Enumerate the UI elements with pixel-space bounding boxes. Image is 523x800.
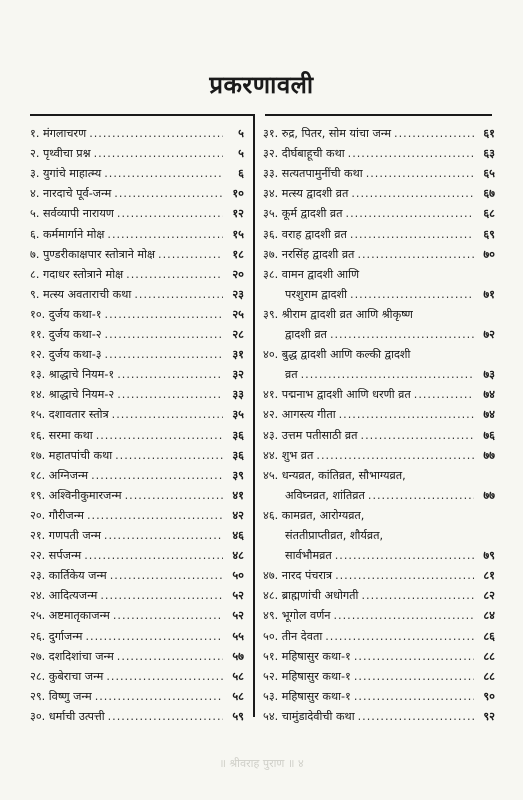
entry-number: ३७. — [263, 247, 279, 261]
dot-leader — [105, 345, 223, 365]
page-title: प्रकरणावली — [209, 71, 314, 99]
entry-number: २५. — [30, 609, 46, 623]
entry-number: ९. — [30, 287, 40, 301]
entry-page-number: ३३ — [232, 388, 244, 402]
divider-rule-right — [265, 114, 492, 116]
toc-entry — [263, 345, 495, 365]
entry-number: ५१. — [263, 649, 279, 663]
entry-title: अष्टमातृकाजन्म — [48, 609, 110, 623]
entry-title: आगस्त्य गीता — [281, 408, 336, 422]
entry-title: नरसिंह द्वादशी व्रत — [281, 247, 355, 261]
entry-page-number: ८६ — [483, 629, 495, 643]
dot-leader — [85, 627, 223, 647]
entry-title: दीर्घबाहूची कथा — [281, 147, 345, 161]
entry-number: ५३. — [263, 689, 279, 703]
entry-page-number: ५ — [238, 147, 244, 161]
dot-leader — [113, 606, 223, 626]
toc-entry — [263, 365, 495, 385]
toc-entry — [30, 586, 244, 606]
entry-title: धर्माची उत्पत्ती — [48, 709, 105, 723]
entry-page-number: ९० — [483, 689, 495, 703]
entry-page-number: ७६ — [483, 428, 495, 442]
entry-title: दुर्जय कथा-१ — [48, 307, 102, 321]
entry-number: ३. — [30, 167, 40, 181]
entry-number: १८. — [30, 468, 46, 482]
entry-title: श्राद्धाचे नियम-२ — [48, 388, 115, 402]
toc-entry — [30, 606, 244, 626]
entry-number: ४०. — [263, 348, 279, 362]
entry-number: २७. — [30, 649, 46, 663]
dot-leader — [346, 204, 474, 224]
dot-leader — [96, 426, 223, 446]
entry-number: १. — [30, 127, 40, 140]
entry-number: १६. — [30, 428, 46, 442]
entry-title: कामव्रत, आरोग्यव्रत, — [281, 508, 365, 522]
dot-leader — [335, 546, 474, 566]
dot-leader — [95, 687, 223, 707]
entry-title: आदित्यजन्म — [48, 589, 98, 603]
dot-leader — [134, 285, 223, 305]
toc-entry — [263, 446, 495, 466]
entry-number: ४. — [30, 187, 40, 201]
entry-number: १४. — [30, 388, 46, 402]
toc-entry — [30, 486, 244, 506]
entry-page-number: ५७ — [232, 649, 244, 663]
entry-number: ५. — [30, 207, 40, 221]
entry-number: ५४. — [263, 709, 279, 723]
toc-entry — [30, 546, 244, 566]
entry-title: पद्मनाभ द्वादशी आणि धरणी व्रत — [281, 388, 411, 402]
toc-entry — [263, 586, 495, 606]
entry-title: बुद्ध द्वादशी आणि कल्की द्वादशी — [281, 348, 411, 362]
divider-rule-left — [30, 114, 253, 116]
dot-leader — [107, 225, 223, 245]
entry-title: गदाधर स्तोत्राने मोक्ष — [42, 267, 124, 281]
entry-number: १७. — [30, 448, 46, 462]
entry-number: ४९. — [263, 609, 279, 623]
entry-number: १०. — [30, 307, 46, 321]
entry-number: ४४. — [263, 448, 279, 462]
toc-entry — [263, 245, 495, 265]
entry-page-number: २० — [232, 267, 244, 281]
entry-title: महिषासुर कथा-१ — [281, 669, 351, 683]
entry-title: द्वादशी व्रत — [285, 328, 327, 341]
entry-page-number: ३६ — [232, 448, 244, 462]
entry-title: उत्तम पतीसाठी व्रत — [281, 428, 358, 442]
dot-leader — [114, 184, 223, 204]
entry-number: ४५. — [263, 468, 279, 482]
toc-entry — [263, 486, 495, 506]
dot-leader — [350, 285, 474, 305]
dot-leader — [350, 225, 474, 245]
entry-title: अग्निजन्म — [48, 468, 89, 482]
entry-title: धन्यव्रत, कांतिव्रत, सौभाग्यव्रत, — [281, 468, 406, 482]
entry-page-number: २३ — [232, 287, 244, 301]
toc-entry — [263, 144, 495, 164]
toc-entry — [263, 526, 495, 546]
entry-title: महातपांची कथा — [48, 448, 113, 462]
toc-entry — [263, 405, 495, 425]
dot-leader — [117, 365, 223, 385]
dot-leader — [335, 566, 474, 586]
entry-title: वामन द्वादशी आणि — [281, 267, 360, 281]
entry-number: २८. — [30, 669, 46, 683]
dot-leader — [366, 164, 474, 184]
dot-leader — [330, 325, 474, 345]
toc-entry — [30, 566, 244, 586]
entry-page-number: ७७ — [483, 488, 495, 502]
entry-title: संततीप्राप्तीव्रत, शौर्यव्रत, — [285, 529, 384, 542]
entry-number: २४. — [30, 589, 46, 603]
entry-page-number: २८ — [232, 328, 244, 341]
entry-page-number: ३५ — [232, 408, 244, 422]
entry-title: सरमा कथा — [48, 428, 93, 442]
entry-number: ४७. — [263, 569, 279, 583]
toc-entry — [30, 405, 244, 425]
entry-page-number: ४१ — [232, 488, 244, 502]
entry-title: दशावतार स्तोत्र — [48, 408, 109, 422]
dot-leader — [94, 144, 223, 164]
entry-number: २२. — [30, 549, 46, 563]
toc-entry — [30, 164, 244, 184]
dot-leader — [316, 446, 474, 466]
toc-entry — [30, 365, 244, 385]
toc-entry — [263, 164, 495, 184]
toc-entry — [30, 305, 244, 325]
dot-leader — [354, 687, 474, 707]
entry-title: सार्वभौमव्रत — [285, 549, 332, 563]
toc-entry — [263, 305, 495, 325]
toc-entry — [30, 265, 244, 285]
toc-entry — [263, 124, 495, 144]
entry-number: ३६. — [263, 227, 279, 241]
toc-entry — [263, 426, 495, 446]
dot-leader — [126, 265, 223, 285]
entry-number: ७. — [30, 247, 40, 261]
entry-page-number: ६३ — [483, 147, 495, 161]
entry-title: अविघ्नव्रत, शांतिव्रत — [285, 488, 365, 502]
toc-entry — [263, 606, 495, 626]
entry-title: युगांचे माहात्म्य — [42, 167, 102, 181]
entry-title: वराह द्वादशी व्रत — [281, 227, 347, 241]
entry-page-number: ८८ — [483, 669, 495, 683]
entry-title: सर्वव्यापी नारायण — [42, 207, 114, 221]
entry-page-number: २५ — [232, 307, 244, 321]
entry-title: पृथ्वीचा प्रश्न — [42, 147, 91, 161]
dot-leader — [117, 204, 223, 224]
toc-entry — [30, 526, 244, 546]
toc-entry — [263, 707, 495, 727]
entry-page-number: ६८ — [483, 207, 495, 221]
entry-page-number: ८१ — [483, 569, 495, 583]
entry-page-number: ६९ — [483, 227, 495, 241]
entry-page-number: १२ — [232, 207, 244, 221]
entry-title: महिषासुर कथा-१ — [281, 689, 351, 703]
dot-leader — [117, 647, 223, 667]
entry-page-number: ९२ — [483, 709, 495, 723]
entry-title: दुर्जय कथा-२ — [48, 328, 102, 341]
entry-page-number: ५८ — [232, 669, 244, 683]
toc-entry — [30, 204, 244, 224]
dot-leader — [339, 405, 474, 425]
dot-leader — [125, 486, 223, 506]
dot-leader — [106, 667, 223, 687]
toc-entry — [263, 687, 495, 707]
toc-entry — [263, 285, 495, 305]
toc-entry — [263, 667, 495, 687]
entry-page-number: ७४ — [483, 388, 495, 402]
entry-page-number: ८८ — [483, 649, 495, 663]
entry-number: ३२. — [263, 147, 279, 161]
toc-entry — [30, 225, 244, 245]
dot-leader — [89, 124, 223, 144]
toc-entry — [30, 184, 244, 204]
toc-entry — [263, 325, 495, 345]
entry-number: ४६. — [263, 508, 279, 522]
entry-page-number: ५८ — [232, 689, 244, 703]
toc-entry — [30, 466, 244, 486]
entry-page-number: ७७ — [483, 448, 495, 462]
entry-number: ६. — [30, 227, 40, 241]
entry-number: ११. — [30, 328, 46, 341]
dot-leader — [357, 245, 474, 265]
entry-page-number: ४८ — [232, 549, 244, 563]
entry-page-number: १८ — [232, 247, 244, 261]
dot-leader — [394, 124, 474, 144]
entry-number: ३८. — [263, 267, 279, 281]
entry-page-number: ८४ — [483, 609, 495, 623]
entry-page-number: ६१ — [483, 127, 495, 140]
entry-page-number: ३६ — [232, 428, 244, 442]
dot-leader — [354, 667, 474, 687]
entry-number: ३५. — [263, 207, 279, 221]
toc-entry — [263, 546, 495, 566]
toc-entry — [30, 627, 244, 647]
entry-page-number: ७० — [483, 247, 495, 261]
toc-entry — [263, 265, 495, 285]
toc-entry — [263, 204, 495, 224]
entry-page-number: ३२ — [232, 368, 244, 382]
entry-number: २०. — [30, 508, 46, 522]
entry-number: ८. — [30, 267, 40, 281]
entry-page-number: ५२ — [232, 589, 244, 603]
toc-entry — [30, 385, 244, 405]
entry-number: ३०. — [30, 709, 46, 723]
entry-number: २. — [30, 147, 40, 161]
dot-leader — [84, 546, 223, 566]
entry-page-number: ६७ — [483, 187, 495, 201]
toc-entry — [30, 245, 244, 265]
entry-title: परशुराम द्वादशी — [285, 287, 348, 301]
entry-page-number: ४२ — [232, 508, 244, 522]
entry-title: नारदाचे पूर्व-जन्म — [42, 187, 112, 201]
toc-entry — [263, 184, 495, 204]
entry-page-number: ८२ — [483, 589, 495, 603]
entry-title: नारद पंचरात्र — [281, 569, 333, 583]
entry-number: १९. — [30, 488, 46, 502]
dot-leader — [115, 446, 223, 466]
entry-page-number: १५ — [232, 227, 244, 241]
toc-entry — [30, 667, 244, 687]
entry-title: मंगलाचरण — [42, 127, 87, 140]
entry-title: व्रत — [285, 368, 298, 382]
entry-title: गणपती जन्म — [48, 529, 101, 542]
entry-page-number: ३१ — [232, 348, 244, 362]
dot-leader — [358, 707, 474, 727]
dot-leader — [87, 506, 223, 526]
toc-entry — [263, 385, 495, 405]
entry-title: कूर्म द्वादशी व्रत — [281, 207, 343, 221]
dot-leader — [354, 647, 474, 667]
entry-page-number: ४६ — [232, 529, 244, 542]
toc-entry — [30, 687, 244, 707]
entry-number: १२. — [30, 348, 46, 362]
toc-entry — [30, 144, 244, 164]
entry-number: ३९. — [263, 307, 279, 321]
entry-title: दुर्जय कथा-३ — [48, 348, 102, 362]
entry-title: तीन देवता — [281, 629, 323, 643]
toc-entry — [30, 446, 244, 466]
dot-leader — [158, 245, 223, 265]
dot-leader — [334, 606, 475, 626]
dot-leader — [104, 526, 223, 546]
entry-title: मत्स्य द्वादशी व्रत — [281, 187, 349, 201]
entry-title: मत्स्य अवताराची कथा — [42, 287, 132, 301]
toc-entry — [263, 647, 495, 667]
entry-number: १५. — [30, 408, 46, 422]
page-footer: ॥ श्रीवराह पुराण ॥ ४ — [219, 757, 304, 770]
column-divider — [253, 114, 255, 717]
entry-page-number: ५ — [238, 127, 244, 140]
entry-number: २३. — [30, 569, 46, 583]
dot-leader — [105, 305, 223, 325]
toc-entry — [263, 566, 495, 586]
entry-page-number: ७२ — [483, 328, 495, 341]
entry-title: भूगोल वर्णन — [281, 609, 331, 623]
entry-title: चामुंडादेवीची कथा — [281, 709, 355, 723]
entry-page-number: ६५ — [483, 167, 495, 181]
entry-title: दशदिशांचा जन्म — [48, 649, 114, 663]
entry-title: श्राद्धाचे नियम-१ — [48, 368, 115, 382]
entry-title: कुबेराचा जन्म — [48, 669, 104, 683]
toc-entry — [263, 466, 495, 486]
entry-title: ब्राह्मणांची अधोगती — [281, 589, 359, 603]
dot-leader — [301, 365, 474, 385]
toc-entry — [30, 345, 244, 365]
entry-title: गौरीजन्म — [48, 508, 84, 522]
dot-leader — [348, 144, 474, 164]
entry-number: ३४. — [263, 187, 279, 201]
dot-leader — [117, 385, 223, 405]
entry-number: ४१. — [263, 388, 279, 402]
entry-page-number: ६ — [238, 167, 244, 181]
entry-page-number: ५९ — [232, 709, 244, 723]
entry-page-number: ७४ — [483, 408, 495, 422]
entry-title: रुद्र, पितर, सोम यांचा जन्म — [281, 127, 392, 140]
dot-leader — [414, 385, 474, 405]
entry-number: ४८. — [263, 589, 279, 603]
toc-entry — [30, 426, 244, 446]
toc-entry — [30, 647, 244, 667]
entry-title: सर्पजन्म — [48, 549, 82, 563]
dot-leader — [112, 405, 223, 425]
entry-title: पुण्डरीकाक्षपार स्तोत्राने मोक्ष — [42, 247, 156, 261]
entry-title: शुभ व्रत — [281, 448, 314, 462]
toc-entry — [263, 225, 495, 245]
entry-title: कार्तिकेय जन्म — [48, 569, 107, 583]
entry-title: महिषासुर कथा-१ — [281, 649, 351, 663]
toc-entry — [263, 506, 495, 526]
entry-number: ३१. — [263, 127, 279, 140]
entry-page-number: ७९ — [483, 549, 495, 563]
toc-entry — [30, 124, 244, 144]
toc-entry — [30, 707, 244, 727]
entry-page-number: ७३ — [483, 368, 495, 382]
entry-title: कर्ममार्गाने मोक्ष — [42, 227, 105, 241]
dot-leader — [325, 627, 474, 647]
entry-page-number: ५५ — [232, 629, 244, 643]
entry-page-number: ५० — [232, 569, 244, 583]
entry-page-number: ३९ — [232, 468, 244, 482]
dot-leader — [105, 325, 223, 345]
toc-entry — [263, 627, 495, 647]
dot-leader — [351, 184, 474, 204]
entry-page-number: ७१ — [483, 287, 495, 301]
entry-number: ४३. — [263, 428, 279, 442]
entry-title: दुर्गाजन्म — [48, 629, 83, 643]
dot-leader — [361, 586, 474, 606]
dot-leader — [104, 164, 223, 184]
entry-number: ३३. — [263, 167, 279, 181]
entry-title: अश्विनीकुमारजन्म — [48, 488, 122, 502]
toc-entry — [30, 285, 244, 305]
entry-number: ५०. — [263, 629, 279, 643]
dot-leader — [108, 707, 223, 727]
toc-entry — [30, 325, 244, 345]
entry-page-number: १० — [232, 187, 244, 201]
dot-leader — [361, 426, 474, 446]
dot-leader — [100, 586, 223, 606]
entry-number: १३. — [30, 368, 46, 382]
entry-number: २९. — [30, 689, 46, 703]
toc-entry — [30, 506, 244, 526]
entry-number: ५२. — [263, 669, 279, 683]
dot-leader — [368, 486, 474, 506]
entry-title: विष्णु जन्म — [48, 689, 92, 703]
entry-number: २१. — [30, 529, 46, 542]
entry-title: श्रीराम द्वादशी व्रत आणि श्रीकृष्ण — [281, 307, 413, 321]
dot-leader — [91, 466, 223, 486]
entry-number: ४२. — [263, 408, 279, 422]
entry-title: सत्यतपामुनींची कथा — [281, 167, 363, 181]
entry-number: २६. — [30, 629, 46, 643]
entry-page-number: ५२ — [232, 609, 244, 623]
dot-leader — [110, 566, 223, 586]
